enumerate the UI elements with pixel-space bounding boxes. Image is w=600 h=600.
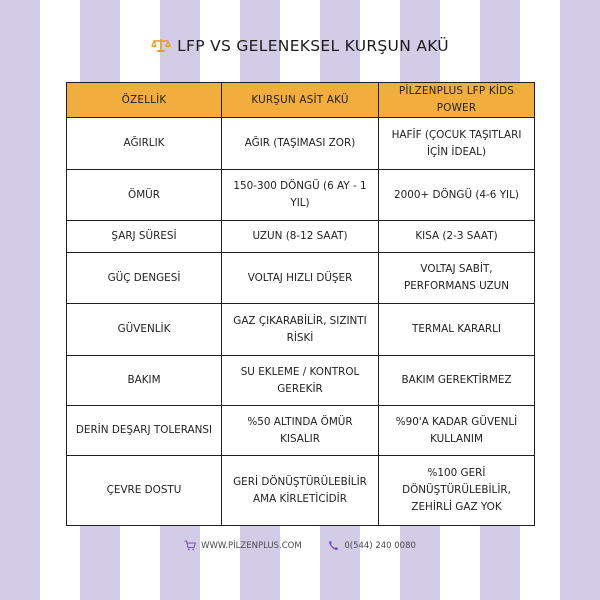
cell-feature: ŞARJ SÜRESİ (67, 221, 222, 253)
page-title (0, 37, 600, 55)
table-row (67, 118, 535, 170)
table-header-row (67, 83, 535, 118)
header-lead-acid: KURŞUN ASİT AKÜ (222, 83, 379, 118)
phone-icon (328, 540, 339, 551)
title-text: LFP VS GELENEKSEL KURŞUN AKÜ (177, 37, 449, 55)
table-row (67, 356, 535, 406)
cell-lead-acid: AĞIR (TAŞIMASI ZOR) (222, 118, 379, 170)
phone-link[interactable] (328, 540, 416, 551)
cell-feature: AĞIRLIK (67, 118, 222, 170)
cell-lfp: VOLTAJ SABİT, PERFORMANS UZUN (379, 253, 535, 304)
website-text: WWW.PİLZENPLUS.COM (201, 540, 302, 551)
table-row (67, 221, 535, 253)
table-row (67, 406, 535, 456)
table-row (67, 456, 535, 526)
cell-lead-acid: 150-300 DÖNGÜ (6 AY - 1 YIL) (222, 170, 379, 221)
cell-lfp: BAKIM GEREKTİRMEZ (379, 356, 535, 406)
table-row (67, 170, 535, 221)
table-row (67, 304, 535, 356)
cell-lfp: HAFİF (ÇOCUK TAŞITLARI İÇİN İDEAL) (379, 118, 535, 170)
scales-icon (151, 37, 171, 53)
cell-lead-acid: GERİ DÖNÜŞTÜRÜLEBİLİR AMA KİRLETİCİDİR (222, 456, 379, 526)
cell-lead-acid: GAZ ÇIKARABİLİR, SIZINTI RİSKİ (222, 304, 379, 356)
footer (0, 540, 600, 554)
website-link[interactable] (184, 540, 302, 551)
cell-lfp: %100 GERİ DÖNÜŞTÜRÜLEBİLİR, ZEHİRLİ GAZ YOK (379, 456, 535, 526)
cell-lfp: TERMAL KARARLI (379, 304, 535, 356)
header-feature: ÖZELLİK (67, 83, 222, 118)
cell-lead-acid: %50 ALTINDA ÖMÜR KISALIR (222, 406, 379, 456)
cell-feature: ÇEVRE DOSTU (67, 456, 222, 526)
cell-lead-acid: VOLTAJ HIZLI DÜŞER (222, 253, 379, 304)
cart-icon (184, 540, 196, 551)
table-row (67, 253, 535, 304)
cell-lfp: %90'A KADAR GÜVENLİ KULLANIM (379, 406, 535, 456)
header-lfp: PİLZENPLUS LFP KİDS POWER (379, 83, 535, 118)
comparison-table (66, 82, 535, 526)
cell-feature: GÜÇ DENGESİ (67, 253, 222, 304)
phone-text: 0(544) 240 0080 (344, 540, 416, 551)
cell-lead-acid: UZUN (8-12 SAAT) (222, 221, 379, 253)
cell-feature: GÜVENLİK (67, 304, 222, 356)
cell-lead-acid: SU EKLEME / KONTROL GEREKİR (222, 356, 379, 406)
cell-lfp: KISA (2-3 SAAT) (379, 221, 535, 253)
cell-feature: ÖMÜR (67, 170, 222, 221)
cell-feature: DERİN DEŞARJ TOLERANSI (67, 406, 222, 456)
cell-lfp: 2000+ DÖNGÜ (4-6 YIL) (379, 170, 535, 221)
cell-feature: BAKIM (67, 356, 222, 406)
